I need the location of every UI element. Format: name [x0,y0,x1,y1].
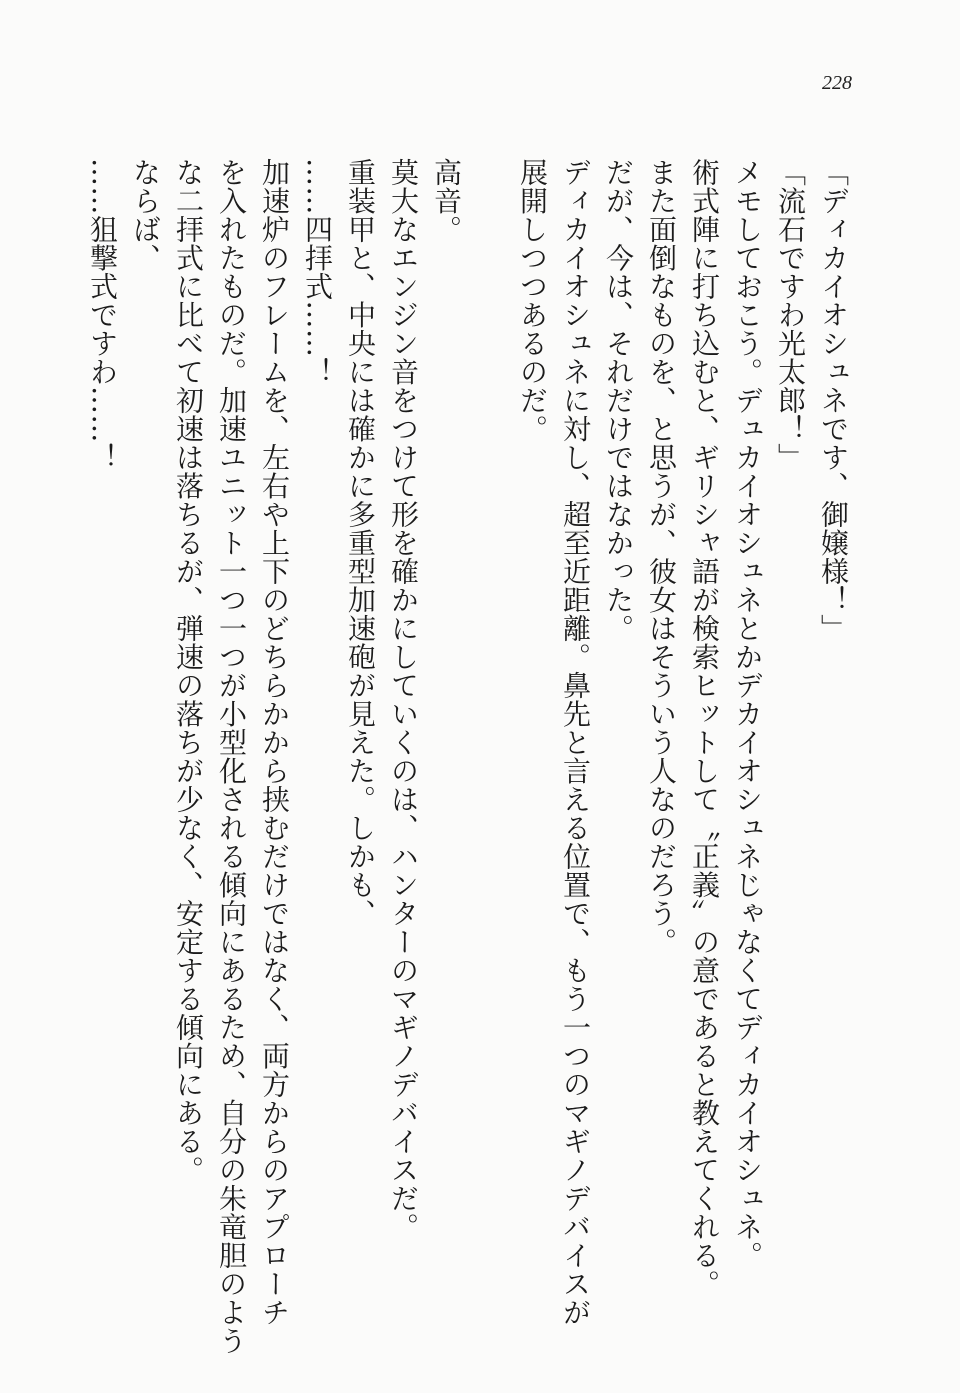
text-line: メモしておこう。デュカイオシュネとかデカイオシュネじゃなくてディカイオシュネ。 [731,158,764,1270]
text-line: 「流石ですわ光太郎！」 [774,158,807,472]
text-line: 展開しつつあるのだ。 [516,158,549,443]
text-line: 「ディカイオシュネです、御嬢様！」 [817,158,850,643]
text-line: ディカイオシュネに対し、超至近距離。鼻先と言える位置で、もう一つのマギノデバイスが [559,158,592,1327]
text-line: 術式陣に打ち込むと、ギリシャ語が検索ヒットして〝正義〟の意であると教えてくれる。 [688,158,721,1298]
text-line: ……四拝式……！ [301,158,334,386]
text-line: な二拝式に比べて初速は落ちるが、弾速の落ちが少なく、安定する傾向にある。 [172,158,205,1184]
page-number: 228 [822,72,852,94]
text-line: また面倒なものを、と思うが、彼女はそういう人なのだろう。 [645,158,678,956]
text-line: 高音。 [430,158,463,244]
text-line: ……狙撃式ですわ……！ [86,158,119,472]
body-text [86,158,855,1355]
text-line: を入れたものだ。加速ユニット一つ一つが小型化される傾向にあるため、自分の朱竜胆のよう [215,158,248,1355]
blank-line [468,158,511,1318]
text-line: 重装甲と、中央には確かに多重型加速砲が見えた。しかも、 [344,158,377,928]
text-line: ならば、 [129,158,162,272]
text-line: 莫大なエンジン音をつけて形を確かにしていくのは、ハンターのマギノデバイスだ。 [387,158,420,1241]
text-line: 加速炉のフレームを、左右や上下のどちらかから挟むだけではなく、両方からのアプローチ [258,158,291,1327]
text-line: だが、今は、それだけではなかった。 [602,158,635,643]
